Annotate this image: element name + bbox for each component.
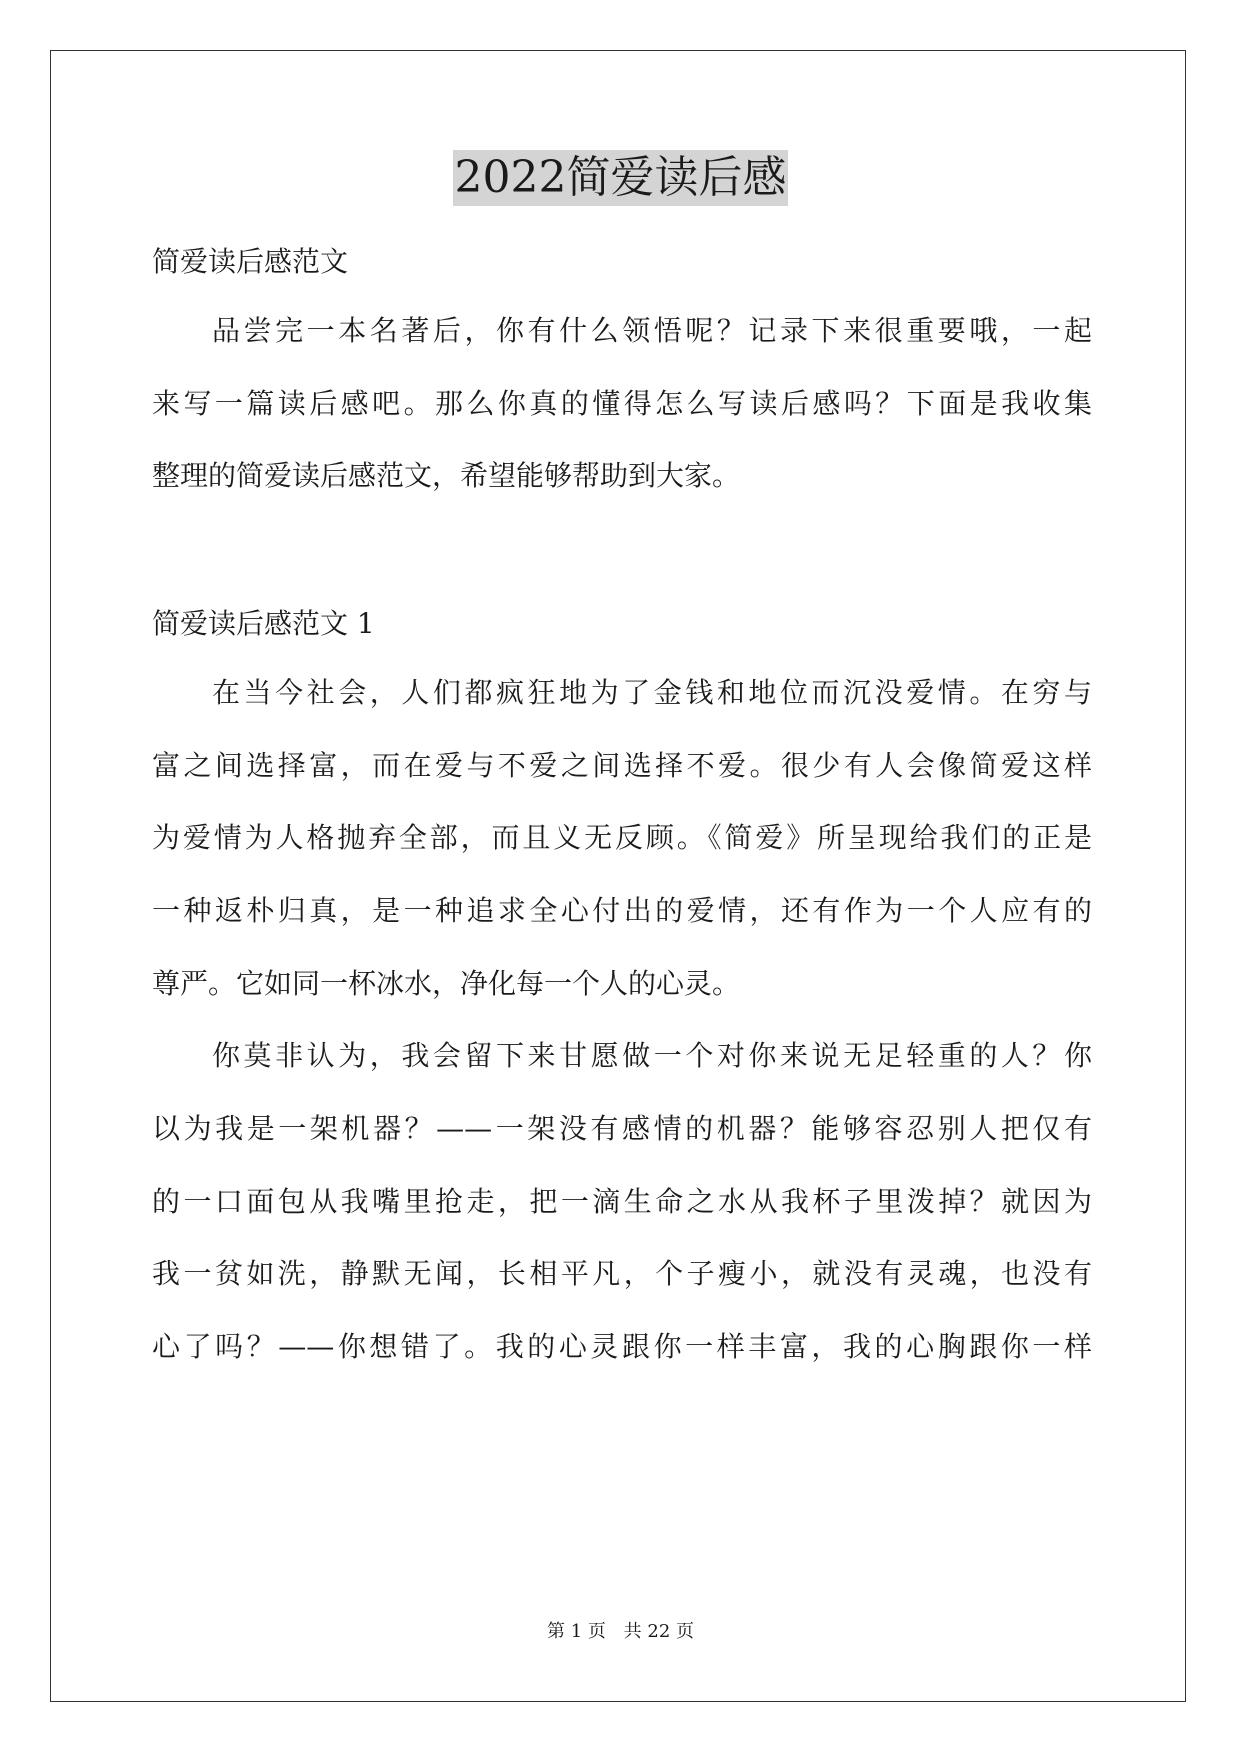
section1-heading: 简爱读后感范文 1 — [152, 607, 375, 640]
page-border — [50, 50, 1186, 1702]
para2-line-4: 我一贫如洗，静默无闻，长相平凡，个子瘦小，就没有灵魂，也没有 — [152, 1257, 1092, 1290]
para1-line-3: 为爱情为人格抛弃全部，而且义无反顾。《简爱》所呈现给我们的正是 — [152, 821, 1092, 854]
page-current: 第 1 页 — [547, 1621, 606, 1642]
document-title: 2022简爱读后感 — [453, 150, 789, 206]
page-footer — [0, 1620, 1241, 1644]
title-container — [0, 150, 1241, 206]
intro-line-2: 来写一篇读后感吧。那么你真的懂得怎么写读后感吗？下面是我收集 — [152, 387, 1092, 420]
para1-line-4: 一种返朴归真，是一种追求全心付出的爱情，还有作为一个人应有的 — [152, 894, 1092, 927]
para1-line-5: 尊严。它如同一杯冰水，净化每一个人的心灵。 — [152, 967, 741, 1000]
intro-line-3: 整理的简爱读后感范文，希望能够帮助到大家。 — [152, 459, 741, 492]
intro-line-1: 品尝完一本名著后，你有什么领悟呢？记录下来很重要哦，一起 — [212, 314, 1092, 347]
para2-line-5: 心了吗？——你想错了。我的心灵跟你一样丰富，我的心胸跟你一样 — [152, 1330, 1092, 1363]
para1-line-2: 富之间选择富，而在爱与不爱之间选择不爱。很少有人会像简爱这样 — [152, 749, 1092, 782]
para2-line-3: 的一口面包从我嘴里抢走，把一滴生命之水从我杯子里泼掉？就因为 — [152, 1185, 1092, 1218]
intro-heading: 简爱读后感范文 — [152, 245, 349, 278]
para2-line-2: 以为我是一架机器？——一架没有感情的机器？能够容忍别人把仅有 — [152, 1112, 1092, 1145]
para2-line-1: 你莫非认为，我会留下来甘愿做一个对你来说无足轻重的人？你 — [212, 1039, 1092, 1072]
page-total: 共 22 页 — [623, 1621, 694, 1642]
para1-line-1: 在当今社会，人们都疯狂地为了金钱和地位而沉没爱情。在穷与 — [212, 676, 1092, 709]
